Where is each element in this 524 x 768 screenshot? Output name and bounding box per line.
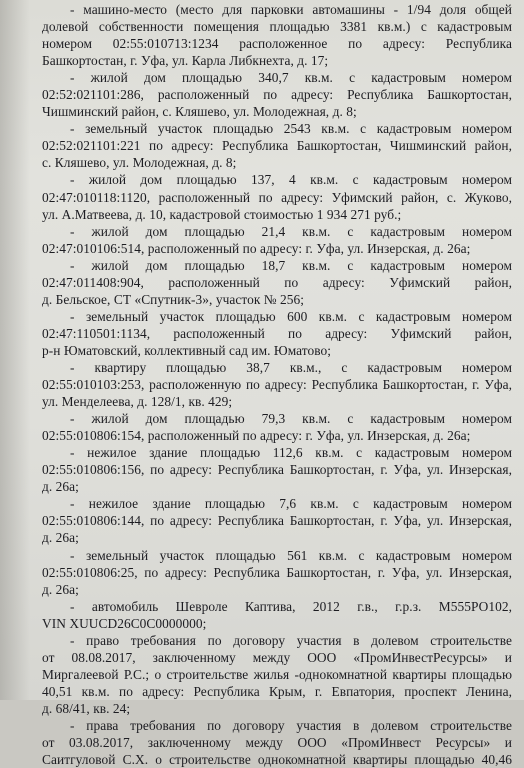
document-line: 02:55:010806:156, по адресу: Республика Башкортостан, г. Уфа, ул. Инзерская, bbox=[42, 462, 512, 478]
document-line: р-н Юматовский, коллективный сад им. Юматово; bbox=[42, 342, 332, 358]
document-line: VIN XUUCD26C0C0000000; bbox=[42, 615, 207, 631]
document-line: - земельный участок площадью 561 кв.м. с кадастровым номером bbox=[70, 547, 512, 563]
document-line: с. Кляшево, ул. Молодежная, д. 8; bbox=[42, 155, 237, 171]
document-line: ул. А.Матвеева, д. 10, кадастровой стоимостью 1 934 271 руб.; bbox=[42, 206, 402, 222]
document-line: - земельный участок площадью 2543 кв.м. с кадастровым номером bbox=[70, 121, 512, 137]
document-line: - жилой дом площадью 340,7 кв.м. с кадастровым номером bbox=[70, 70, 512, 86]
document-line: 02:47:010118:1120, расположенный по адресу: Уфимский район, с. Жуково, bbox=[42, 189, 512, 205]
page-shadow bbox=[0, 0, 30, 700]
document-line: 02:55:010806:25, по адресу: Республика Башкортостан, г. Уфа, ул. Инзерская, bbox=[42, 564, 512, 580]
document-line: от 08.08.2017, заключенному между ООО «ПромИнвестРесурсы» и bbox=[42, 649, 512, 665]
document-line: - машино-место (место для парковки автомашины - 1/94 доля общей bbox=[70, 2, 512, 17]
document-line: ул. Менделеева, д. 128/1, кв. 429; bbox=[42, 394, 233, 410]
document-line: 02:55:010806:154, расположенный по адресу: г. Уфа, ул. Инзерская, д. 26а; bbox=[42, 428, 471, 444]
document-line: 02:55:010806:144, по адресу: Республика Башкортостан, г. Уфа, ул. Инзерская, bbox=[42, 513, 512, 529]
document-line: - жилой дом площадью 79,3 кв.м. с кадастровым номером bbox=[70, 411, 512, 427]
document-line: - нежилое здание площадью 112,6 кв.м. с кадастровым номером bbox=[70, 445, 512, 461]
document-text bbox=[42, 1, 512, 768]
document-line: 40,51 кв.м. по адресу: Республика Крым, г. Евпатория, проспект Ленина, bbox=[42, 683, 512, 699]
document-line: - права требования по договору участия в долевом строительстве bbox=[70, 717, 512, 733]
document-line: Миргалеевой Р.С.; о строительстве жилья -однокомнатной квартиры площадью bbox=[42, 666, 512, 682]
document-line: д. 26а; bbox=[42, 530, 79, 546]
document-line: номером 02:55:010713:1234 расположенное по адресу: Республика bbox=[42, 36, 512, 52]
document-line: - земельный участок площадью 600 кв.м. с кадастровым номером bbox=[70, 308, 512, 324]
document-line: - нежилое здание площадью 7,6 кв.м. с кадастровым номером bbox=[70, 496, 512, 512]
document-line: от 03.08.2017, заключенному между ООО «ПромИнвест Ресурсы» и bbox=[42, 735, 512, 751]
document-line: 02:47:011408:904, расположенный по адресу: Уфимский район, bbox=[42, 274, 512, 290]
document-line: - автомобиль Шевроле Каптива, 2012 г.в., г.р.з. М555РО102, bbox=[70, 598, 512, 614]
document-line: д. 26а; bbox=[42, 581, 79, 597]
document-line: д. 68/41, кв. 24; bbox=[42, 700, 131, 716]
document-line: - квартиру площадью 38,7 кв.м., с кадастровым номером bbox=[70, 359, 512, 375]
document-line: 02:52:021101:286, расположенный по адресу: Республика Башкортостан, bbox=[42, 87, 512, 103]
document-line: - жилой дом площадью 137, 4 кв.м. с кадастровым номером bbox=[70, 172, 512, 188]
document-line: - жилой дом площадью 18,7 кв.м. с кадастровым номером bbox=[70, 257, 512, 273]
document-line: 02:47:110501:1134, расположенный по адресу: Уфимский район, bbox=[42, 325, 512, 341]
document-line: Чишминский район, с. Кляшево, ул. Молодежная, д. 8; bbox=[42, 104, 357, 120]
document-line: 02:55:010103:253, расположенную по адресу: Республика Башкортостан, г. Уфа, bbox=[42, 377, 512, 393]
document-line: д. 26а; bbox=[42, 479, 79, 495]
document-line: долевой собственности помещения площадью 3381 кв.м.) с кадастровым bbox=[42, 19, 512, 35]
document-line: 02:47:010106:514, расположенный по адресу: г. Уфа, ул. Инзерская, д. 26а; bbox=[42, 240, 471, 256]
document-line: - право требования по договору участия в долевом строительстве bbox=[70, 632, 512, 648]
document-line: Башкортостан, г. Уфа, ул. Карла Либкнехта, д. 17; bbox=[42, 53, 329, 69]
document-line: - жилой дом площадью 21,4 кв.м. с кадастровым номером bbox=[70, 223, 512, 239]
document-line: Саитгуловой С.Х. о строительстве однокомнатной квартиры площадью 40,46 bbox=[42, 752, 512, 768]
document-line: 02:52:021101:221 по адресу: Республика Башкортостан, Чишминский район, bbox=[42, 138, 512, 154]
document-line: д. Бельское, СТ «Спутник-3», участок № 256; bbox=[42, 291, 304, 307]
